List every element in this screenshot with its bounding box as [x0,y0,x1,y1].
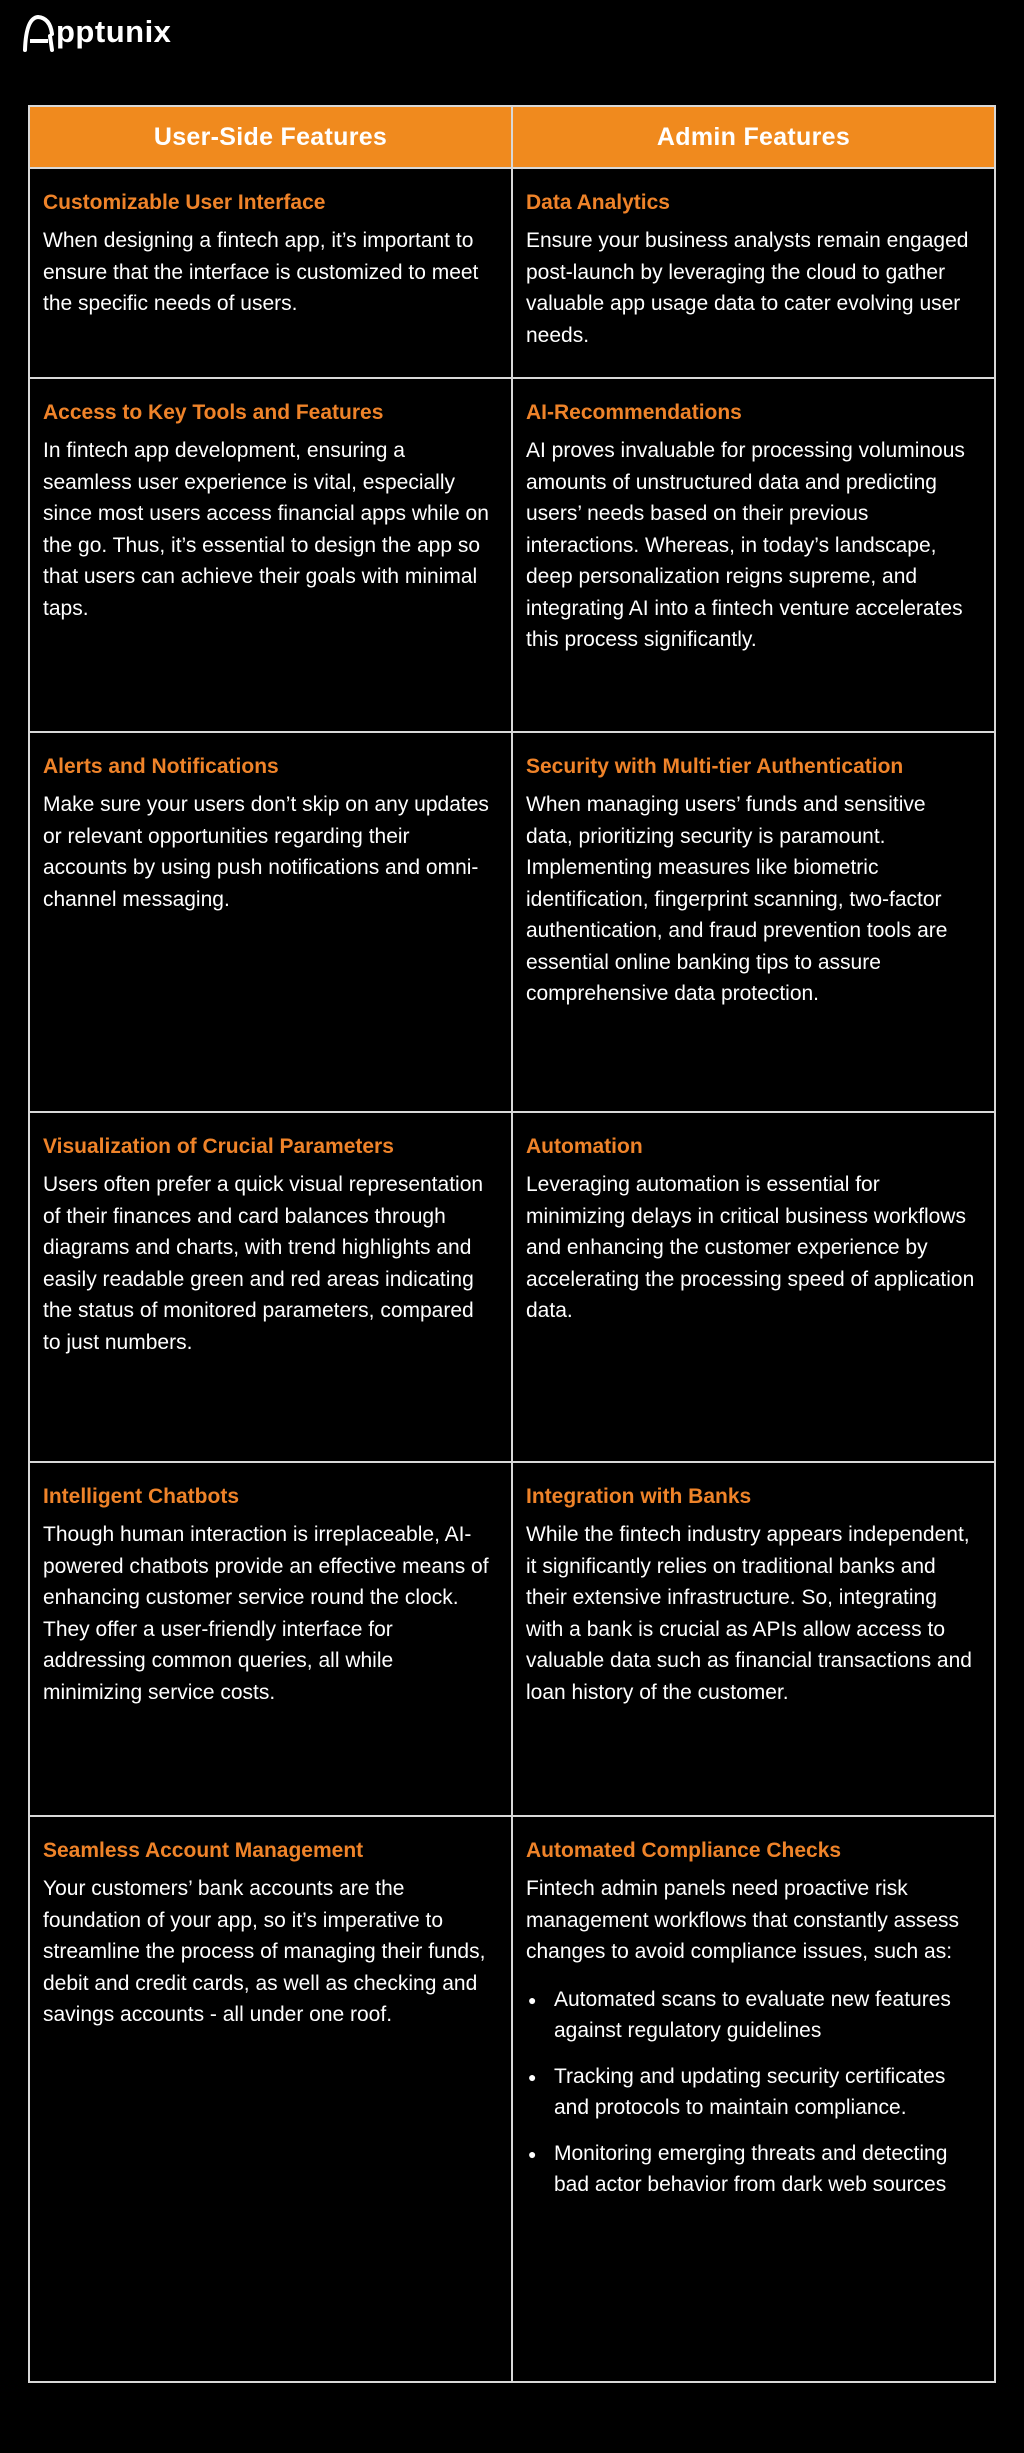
bullet-item: ● Automated scans to evaluate new features against regulatory guidelines [526,1984,978,2047]
logo-arc-icon [22,10,56,54]
feature-description: Though human interaction is irreplaceable, AI-powered chatbots provide an effective means of enhancing customer service round the clock. They offer a user-friendly interface for addressing common queries, all while minimizing service costs. [43,1523,489,1704]
cell-automated-compliance-checks [513,1817,994,2381]
feature-title: Alerts and Notifications [43,755,279,778]
feature-title: Integration with Banks [526,1485,752,1508]
feature-description: When managing users’ funds and sensitive data, prioritizing security is paramount. Implementing measures like biometric identification, fingerprint scanning, two-factor authentication, and fraud prevention tools are essential online banking tips to assure comprehensive data protection. [526,793,948,1006]
feature-title: Data Analytics [526,191,670,214]
feature-title: Visualization of Crucial Parameters [43,1135,394,1158]
bullet-item: ● Monitoring emerging threats and detecting bad actor behavior from dark web sources [526,2138,978,2201]
feature-description: Ensure your business analysts remain engaged post-launch by leveraging the cloud to gather valuable app usage data to cater evolving user needs. [526,229,969,347]
feature-description: Users often prefer a quick visual representation of their finances and card balances through diagrams and charts, with trend highlights and easily readable green and red areas indicating the status of monitored parameters, compared to just numbers. [43,1173,484,1354]
cell-ai-recommendations [513,379,994,731]
compliance-bullet-list [526,1984,978,2201]
header-admin-features [513,107,994,167]
cell-automation [513,1113,994,1461]
apptunix-logo [22,10,171,54]
feature-title: Security with Multi-tier Authentication [526,755,904,778]
header-label: User-Side Features [153,122,388,151]
feature-description: While the fintech industry appears independent, it significantly relies on traditional banks and their extensive infrastructure. So, integrating with a bank is crucial as APIs allow access to valuable data such as financial transactions and loan history of the customer. [526,1523,972,1704]
cell-visualization-of-crucial-parameters [30,1113,511,1461]
feature-title: Access to Key Tools and Features [43,401,384,424]
features-comparison-table [28,105,996,2383]
logo-arc-letter [22,10,56,54]
cell-security-multi-tier-authentication [513,733,994,1111]
cell-access-to-key-tools [30,379,511,731]
feature-title: AI-Recommendations [526,401,742,424]
cell-customizable-user-interface [30,169,511,377]
feature-title: Customizable User Interface [43,191,326,214]
feature-description: AI proves invaluable for processing voluminous amounts of unstructured data and predicting users’ needs based on their previous interactions. Whereas, in today’s landscape, deep personalization reigns supreme, and integrating AI into a fintech venture accelerates this process significantly. [526,439,965,652]
feature-description: Your customers’ bank accounts are the foundation of your app, so it’s imperative to streamline the process of managing their funds, debit and credit cards, as well as checking and savings accounts - all under one roof. [43,1877,486,2027]
feature-title: Automated Compliance Checks [526,1839,842,1862]
feature-title: Seamless Account Management [43,1839,364,1862]
cell-integration-with-banks [513,1463,994,1815]
cell-seamless-account-management [30,1817,511,2381]
feature-title: Intelligent Chatbots [43,1485,239,1508]
logo-text: pptunix [56,14,172,49]
feature-description: Leveraging automation is essential for minimizing delays in critical business workflows and enhancing the customer experience by accelerating the processing speed of application data. [526,1173,975,1323]
cell-intelligent-chatbots [30,1463,511,1815]
header-user-side-features [30,107,511,167]
feature-description: When designing a fintech app, it’s important to ensure that the interface is customized to meet the specific needs of users. [43,229,479,316]
cell-data-analytics [513,169,994,377]
feature-description: In fintech app development, ensuring a seamless user experience is vital, especially since most users access financial apps while on the go. Thus, it’s essential to design the app so that users can achieve their goals with minimal taps. [43,439,489,620]
feature-description: Make sure your users don’t skip on any updates or relevant opportunities regarding their accounts by using push notifications and omni-channel messaging. [43,793,489,911]
header-label: Admin Features [656,122,851,151]
cell-alerts-and-notifications [30,733,511,1111]
feature-title: Automation [526,1135,643,1158]
bullet-item: ● Tracking and updating security certificates and protocols to maintain compliance. [526,2061,978,2124]
feature-description: Fintech admin panels need proactive risk management workflows that constantly assess changes to avoid compliance issues, such as: [526,1877,960,1964]
